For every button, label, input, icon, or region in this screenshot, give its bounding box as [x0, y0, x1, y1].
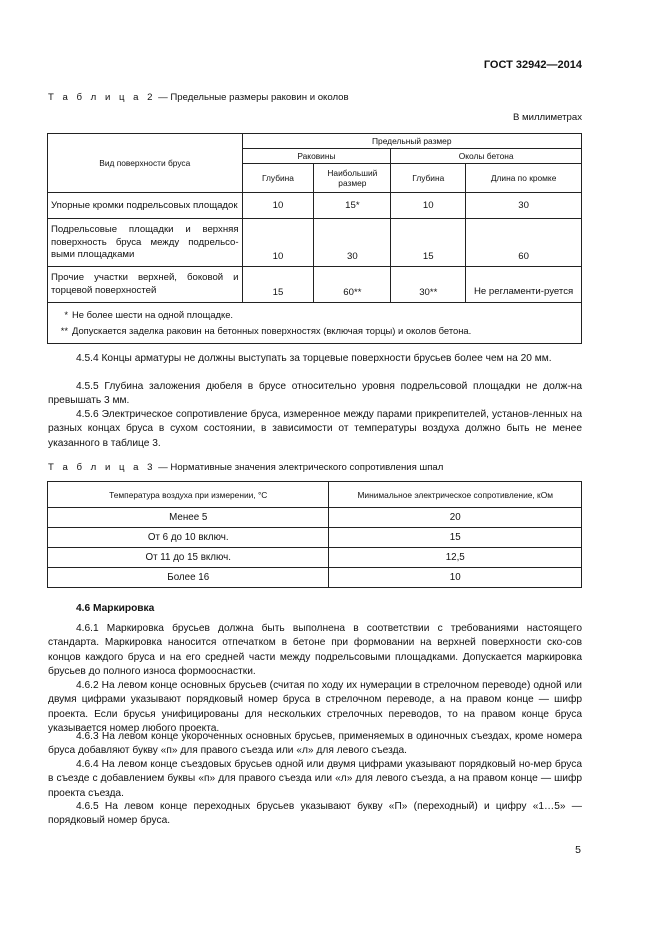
footnote-mark: **: [60, 325, 68, 336]
sub-depth-chips: Глубина: [391, 164, 466, 193]
paragraph-4-6-3: 4.6.3 На левом конце укороченных основных брусьев, применяемых в одиночных съездах, кроме номера бруса добавляют букву «п» для правого съезда или «л» для левого съезда.: [48, 731, 582, 757]
table3-caption-text: — Нормативные значения электрического сопротивления шпал: [155, 462, 444, 473]
row-name: Прочие участки верхней, боковой и торцевой поверхностей: [48, 267, 243, 303]
cell-value: 60: [466, 219, 582, 267]
table2-footnotes: [48, 303, 582, 344]
sub-depth-cavities: Глубина: [242, 164, 314, 193]
table-row: [48, 267, 582, 303]
table-row: [48, 219, 582, 267]
electrical-resistance-table: [47, 481, 582, 588]
cell-resistance: 20: [329, 508, 582, 528]
paragraph-4-5-5: 4.5.5 Глубина заложения дюбеля в брусе относительно уровня подрельсовой площадки не долж-на превышать 3 мм.: [48, 381, 582, 407]
sub-edge-length: Длина по кромке: [466, 164, 582, 193]
footnote-text: Не более шести на одной площадке.: [72, 309, 234, 320]
cell-temperature: Менее 5: [48, 508, 329, 528]
cell-value: 10: [242, 193, 314, 219]
table-row: [48, 568, 582, 588]
row-name: Упорные кромки подрельсовых площадок: [48, 193, 243, 219]
cell-value: Не регламенти-руется: [466, 267, 582, 303]
row-name: Подрельсовые площадки и верхняя поверхность бруса между подрельсо-выми площадками: [48, 219, 243, 267]
col-air-temperature: Температура воздуха при измерении, °С: [48, 482, 329, 508]
cell-value: 10: [242, 219, 314, 267]
table-row: [48, 548, 582, 568]
document-header: ГОСТ 32942—2014: [483, 59, 582, 71]
cell-resistance: 15: [329, 528, 582, 548]
table2-caption: [48, 92, 349, 103]
col-chips: Околы бетона: [391, 149, 582, 164]
cell-value: 30**: [391, 267, 466, 303]
cell-resistance: 10: [329, 568, 582, 588]
col-limit-size: Предельный размер: [242, 134, 581, 149]
cell-value: 30: [466, 193, 582, 219]
cell-resistance: 12,5: [329, 548, 582, 568]
cell-temperature: От 6 до 10 включ.: [48, 528, 329, 548]
col-surface-type: Вид поверхности бруса: [48, 134, 243, 193]
table2-caption-label: Т а б л и ц а 2: [48, 92, 156, 103]
footnote-text: Допускается заделка раковин на бетонных поверхностях (включая торцы) и околов бетона.: [72, 325, 472, 336]
paragraph-4-6-1: 4.6.1 Маркировка брусьев должна быть выполнена в соответствии с требованиями настоящего стандарта. Маркировка наносится отпечатком в бетоне при формовании на верхней поверхности ско-сов концов каждого бруса и на его средней части между подрельсовыми площадками. Допускается маркировка брусьев до полного износа формооснастки.: [48, 623, 582, 678]
table2-units: В миллиметрах: [512, 112, 582, 123]
paragraph-4-5-4: 4.5.4 Концы арматуры не должны выступать за торцевые поверхности брусьев более чем на 20 мм.: [76, 353, 552, 364]
cell-value: 15: [391, 219, 466, 267]
cell-value: 30: [314, 219, 391, 267]
paragraph-4-5-6: 4.5.6 Электрическое сопротивление бруса, измеренное между парами прикрепителей, установ-ленных на разных концах бруса в сухом состоянии, в зависимости от температуры воздуха должно быть не менее указанного в таблице 3.: [48, 409, 582, 449]
cell-temperature: Более 16: [48, 568, 329, 588]
table3-caption: [48, 462, 443, 473]
limit-dimensions-table: [47, 133, 582, 344]
table-row: [48, 193, 582, 219]
cell-value: 60**: [314, 267, 391, 303]
cell-temperature: От 11 до 15 включ.: [48, 548, 329, 568]
table-row: [48, 528, 582, 548]
section-title: 4.6 Маркировка: [76, 603, 155, 614]
page-number: 5: [575, 844, 581, 856]
paragraph-4-6-5: 4.6.5 На левом конце переходных брусьев указывают букву «П» (переходный) и цифру «1…5» — порядковый номер бруса.: [48, 801, 582, 827]
sub-largest-size: Наибольший размер: [314, 164, 391, 193]
paragraph-4-6-4: 4.6.4 На левом конце съездовых брусьев одной или двумя цифрами указывают порядковый но-мер бруса в съезде с добавлением буквы «п» для правого съезда или «л» для левого съезда, а на правом конце — шифр проекта съезда.: [48, 759, 582, 799]
footnote: [54, 323, 575, 339]
table-row: [48, 508, 582, 528]
col-min-resistance: Минимальное электрическое сопротивление, кОм: [329, 482, 582, 508]
cell-value: 15: [242, 267, 314, 303]
table2-caption-text: — Предельные размеры раковин и околов: [155, 92, 349, 103]
cell-value: 15*: [314, 193, 391, 219]
table3-caption-label: Т а б л и ц а 3: [48, 462, 156, 473]
cell-value: 10: [391, 193, 466, 219]
paragraph-4-6-2: 4.6.2 На левом конце основных брусьев (считая по ходу их нумерации в стрелочном переводе) одной или двумя цифрами указывают порядковый номер бруса в стрелочном переводе, а на правом конце — шифр проекта. Если брусья унифицированы для нескольких стрелочных переводов, то на правом конце бруса указывается номер любого проекта.: [48, 680, 582, 735]
footnote: [54, 307, 575, 323]
footnote-mark: *: [64, 309, 68, 320]
col-cavities: Раковины: [242, 149, 391, 164]
